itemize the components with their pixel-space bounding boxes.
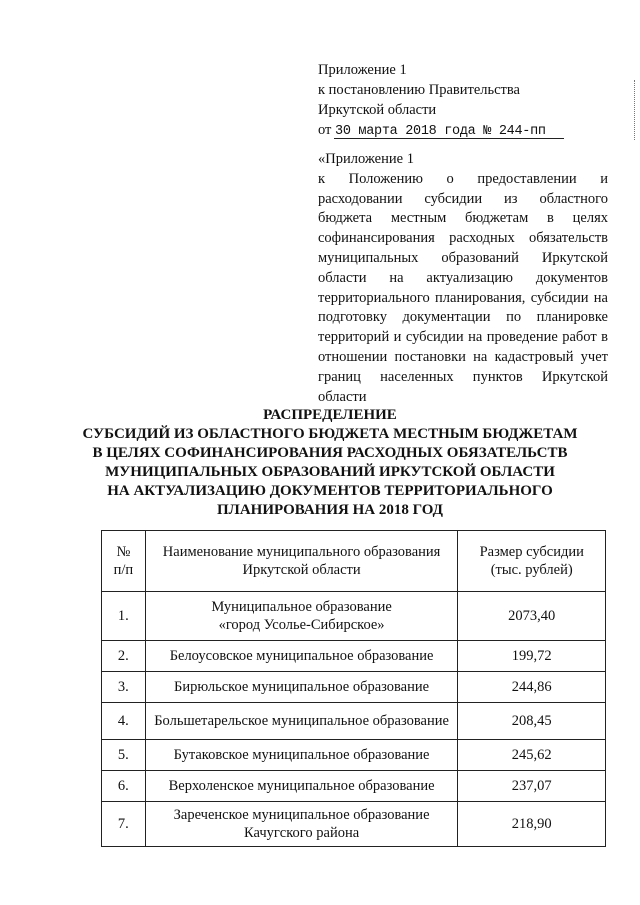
table-row [102,641,606,672]
appendix-date-line [318,120,608,142]
row-number: 2. [102,641,146,672]
appendix-reference: к постановлению Правительства [318,82,520,98]
row-municipality-line-1: Муниципальное образование [211,599,392,615]
header-name-line-1: Наименование муниципального образования [162,544,441,560]
table-row [102,592,606,641]
row-municipality: Большетарельское муниципальное образование [145,703,458,740]
row-number: 5. [102,740,146,771]
heading-line-3: В ЦЕЛЯХ СОФИНАНСИРОВАНИЯ РАСХОДНЫХ ОБЯЗАТЕЛЬСТВ [92,445,568,461]
row-number: 6. [102,771,146,802]
row-amount: 208,45 [458,703,606,740]
table-row [102,771,606,802]
row-number: 4. [102,703,146,740]
subsidy-distribution-table [101,530,606,847]
appendix-block [318,60,608,142]
row-amount: 245,62 [458,740,606,771]
row-amount: 2073,40 [458,592,606,641]
row-amount: 244,86 [458,672,606,703]
appendix-date-value: 30 марта 2018 года № 244-пп [335,124,546,139]
regulation-body: к Положению о предоставлении и расходовании субсидии из областного бюджета местным бюджетам в целях софинансирования расходных обязательств муниципальных образований Иркутской области на актуализацию документов территориального планирования, субсидии на подготовку документации по планировке территорий и субсидии на проведение работ в отношении постановки на кадастровый учет границ населенных пунктов Иркутской области [318,170,608,405]
row-municipality-line-1: Зареченское муниципальное образование [173,807,430,823]
row-amount: 199,72 [458,641,606,672]
header-number [102,531,146,592]
regulation-title: «Приложение 1 [318,151,414,167]
table-row [102,672,606,703]
heading-line-5: НА АКТУАЛИЗАЦИЮ ДОКУМЕНТОВ ТЕРРИТОРИАЛЬНОГО [107,483,553,499]
scan-edge-mark [634,80,635,140]
row-amount: 218,90 [458,802,606,847]
row-municipality [145,592,458,641]
header-name-line-2: Иркутской области [242,562,361,578]
table-header-row [102,531,606,592]
row-municipality-line-2: «город Усолье-Сибирское» [218,617,385,633]
row-amount: 237,07 [458,771,606,802]
date-underline [334,138,564,139]
row-number: 7. [102,802,146,847]
heading-line-1: РАСПРЕДЕЛЕНИЕ [263,407,397,423]
header-amount-line-1: Размер субсидии [479,544,584,560]
header-amount-line-2: (тыс. рублей) [490,562,573,578]
appendix-title: Приложение 1 [318,62,407,78]
table-row [102,740,606,771]
row-municipality: Белоусовское муниципальное образование [145,641,458,672]
header-name [145,531,458,592]
row-municipality: Бутаковское муниципальное образование [145,740,458,771]
heading-line-2: СУБСИДИЙ ИЗ ОБЛАСТНОГО БЮДЖЕТА МЕСТНЫМ БЮДЖЕТАМ [82,426,578,442]
heading-line-4: МУНИЦИПАЛЬНЫХ ОБРАЗОВАНИЙ ИРКУТСКОЙ ОБЛАСТИ [105,464,555,480]
appendix-region: Иркутской области [318,102,437,118]
document-heading [60,406,600,520]
regulation-block [318,150,608,407]
row-number: 1. [102,592,146,641]
row-municipality-line-2: Качугского района [243,825,360,841]
heading-line-6: ПЛАНИРОВАНИЯ НА 2018 ГОД [217,502,443,518]
table-row [102,802,606,847]
row-number: 3. [102,672,146,703]
header-amount [458,531,606,592]
appendix-date-prefix: от [318,122,332,138]
table-row [102,703,606,740]
header-number-line-1: № [116,544,131,560]
header-number-line-2: п/п [113,562,134,578]
row-municipality: Бирюльское муниципальное образование [145,672,458,703]
row-municipality [145,802,458,847]
row-municipality: Верхоленское муниципальное образование [145,771,458,802]
